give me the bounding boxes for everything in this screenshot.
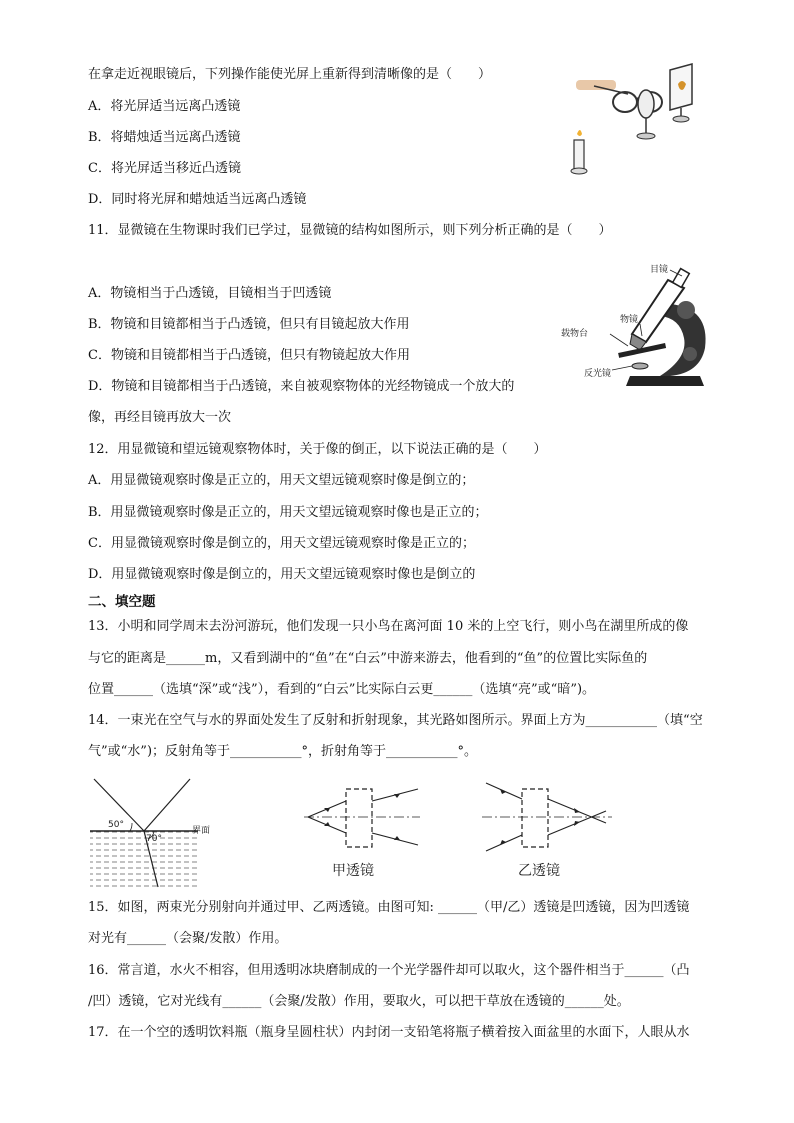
q13-line-3: 位置______（选填“深”或“浅”），看到的“白云”比实际白云更______（选填“亮”或“暗”)。 — [88, 682, 596, 697]
eyepiece-label: 目镜 — [650, 265, 669, 275]
angle-50-label: 50° — [108, 820, 124, 830]
candle-flame — [577, 130, 582, 136]
q13-line-2: 与它的距离是______m，又看到湖中的“鱼”在“白云”中游来游去，他看到的“鱼”的位置比实际鱼的 — [88, 651, 648, 666]
q11-option-a: A．物镜相当于凸透镜，目镜相当于凹透镜 — [88, 286, 332, 301]
eyepiece — [673, 269, 690, 288]
q13-line-1: 13．小明和同学周末去汾河游玩，他们发现一只小鸟在离河面 10 米的上空飞行，则小鸟在湖里所成的像 — [88, 619, 689, 634]
lens-b-figure — [480, 775, 620, 885]
q15-line-2: 对光有______（会聚/发散）作用。 — [88, 931, 288, 946]
q17-line-1: 17．在一个空的透明饮料瓶（瓶身呈圆柱状）内封闭一支铅笔将瓶子横着按入面盆里的水面下，人眼从水 — [88, 1025, 690, 1040]
lens-b-label: 乙透镜 — [518, 863, 560, 879]
microscope-base — [626, 376, 704, 386]
q10-stem: 在拿走近视眼镜后，下列操作能使光屏上重新得到清晰像的是（ ） — [88, 67, 492, 82]
section-heading-fill-blank: 二、填空题 — [88, 594, 156, 610]
lens-a-figure — [300, 775, 430, 885]
q16-line-1: 16．常言道，水火不相容，但用透明冰块磨制成的一个光学器件却可以取火，这个器件相当于______（凸 — [88, 963, 690, 978]
q10-option-c: C．将光屏适当移近凸透镜 — [88, 161, 241, 176]
q14-line-1: 14．一束光在空气与水的界面处发生了反射和折射现象，其光路如图所示。界面上方为___________（填“空 — [88, 713, 703, 728]
q11-option-b: B．物镜和目镜都相当于凸透镜，但只有目镜起放大作用 — [88, 317, 410, 332]
q12-option-b: B．用显微镜观察时像是正立的，用天文望远镜观察时像也是正立的； — [88, 505, 488, 520]
lens-a-label: 甲透镜 — [332, 863, 374, 879]
q12-option-d: D．用显微镜观察时像是倒立的，用天文望远镜观察时像也是倒立的 — [88, 567, 476, 582]
interface-label: 界面 — [192, 826, 211, 836]
stage-label: 载物台 — [561, 329, 589, 339]
q10-option-d: D．同时将光屏和蜡烛适当远离凸透镜 — [88, 192, 307, 207]
microscope-figure — [560, 258, 720, 393]
lens-experiment-figure — [570, 60, 710, 185]
lens-a-box — [346, 789, 372, 847]
q12-option-a: A．用显微镜观察时像是正立的，用天文望远镜观察时像是倒立的； — [88, 473, 475, 488]
water-region — [90, 831, 198, 887]
q11-option-c: C．物镜和目镜都相当于凸透镜，但只有物镜起放大作用 — [88, 348, 410, 363]
q12-stem: 12．用显微镜和望远镜观察物体时，关于像的倒正，以下说法正确的是（ ） — [88, 442, 547, 457]
lens-b-box — [522, 789, 548, 847]
q11-stem: 11．显微镜在生物课时我们已学过，显微镜的结构如图所示，则下列分析正确的是（ ） — [88, 223, 612, 238]
q14-line-2: 气”或“水”)；反射角等于___________°，折射角等于___________°。 — [88, 744, 478, 759]
mirror — [632, 363, 648, 369]
q15-line-1: 15．如图，两束光分别射向并通过甲、乙两透镜。由图可知: ______（甲/乙）透镜是凹透镜，因为凹透镜 — [88, 900, 690, 915]
glasses-lens-left — [613, 92, 637, 112]
angle-70-label: 70° — [146, 834, 162, 844]
objective-label: 物镜 — [620, 315, 639, 325]
refraction-figure — [88, 775, 228, 890]
q11-option-d: D．物镜和目镜都相当于凸透镜，来自被观察物体的光经物镜成一个放大的 — [88, 379, 515, 394]
reflected-ray — [144, 779, 190, 831]
q11-option-d-cont: 像，再经目镜再放大一次 — [88, 410, 232, 425]
mirror-label: 反光镜 — [584, 369, 612, 379]
convex-lens — [638, 90, 654, 118]
q16-line-2: /凹）透镜，它对光线有______（会聚/发散）作用，要取火，可以把干草放在透镜的______处。 — [88, 994, 630, 1009]
q10-option-a: A．将光屏适当远离凸透镜 — [88, 99, 241, 114]
candle — [574, 140, 584, 170]
q10-option-b: B．将蜡烛适当远离凸透镜 — [88, 130, 241, 145]
hand-shape — [576, 80, 616, 90]
q12-option-c: C．用显微镜观察时像是倒立的，用天文望远镜观察时像是正立的； — [88, 536, 475, 551]
